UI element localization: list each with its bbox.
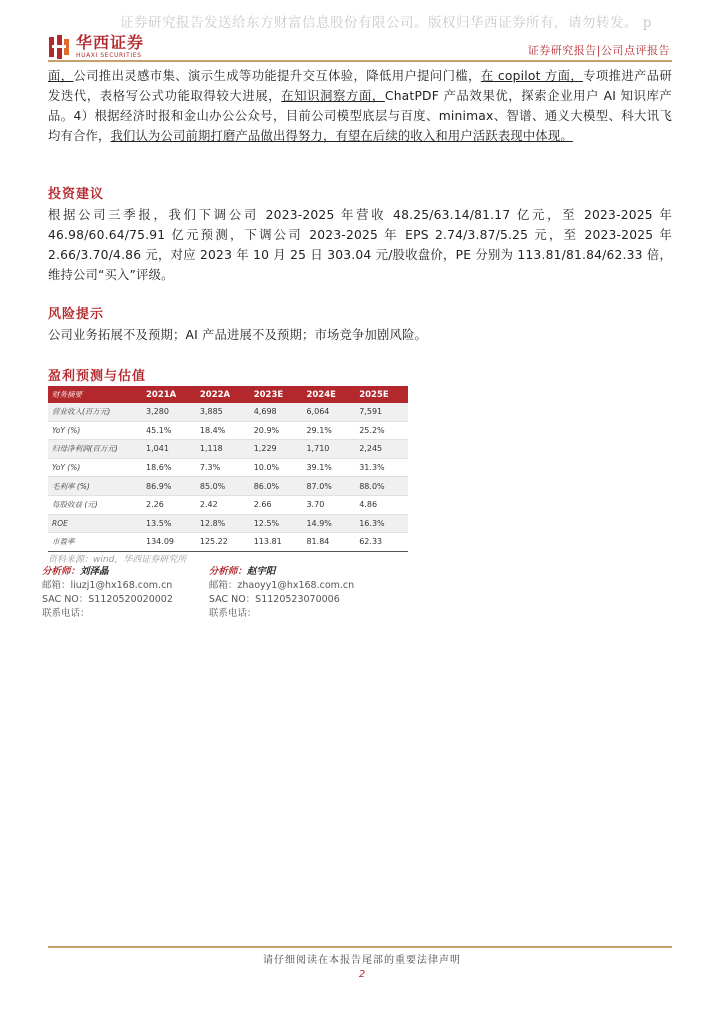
- table-cell: 1,118: [196, 440, 250, 459]
- table-cell: 134.09: [142, 533, 196, 552]
- page-number: 2: [358, 969, 366, 980]
- row-label: YoY (%): [48, 458, 142, 477]
- intro-paragraph: [48, 66, 672, 146]
- intro-underline-2: 在 copilot 方面，: [480, 69, 584, 83]
- risk-section: [48, 303, 672, 345]
- table-cell: 86.0%: [250, 477, 303, 496]
- analyst-title: 分析师：: [208, 566, 247, 577]
- analyst-email[interactable]: 邮箱：zhaoyy1@hx168.com.cn: [208, 580, 355, 591]
- table-row: [48, 458, 408, 477]
- table-header-cell: 2022A: [196, 386, 250, 403]
- row-label: YoY (%): [48, 421, 142, 440]
- invest-title: 投资建议: [48, 187, 105, 202]
- table-cell: 7.3%: [196, 458, 250, 477]
- table-row: [48, 495, 408, 514]
- table-cell: 3,280: [142, 403, 196, 421]
- analyst-name: 刘泽晶: [80, 566, 109, 577]
- table-cell: 62.33: [355, 533, 408, 552]
- table-cell: 25.2%: [355, 421, 408, 440]
- risk-title: 风险提示: [48, 307, 105, 322]
- invest-text: 根据公司三季报，我们下调公司 2023-2025 年营收 48.25/63.14/81.17 亿元，至 2023-2025 年 46.98/60.64/75.91 亿元预测，下调公司 2023-2025 年 EPS 2.74/3.87/5.25 元，至 2023-2025 年 2.66/3.70/4.86 元，对应 2023 年 10 月 25 日 303.04 元/股收盘价，PE 分别为 113.81/81.84/62.33 倍，维持公司“买入”评级。: [48, 208, 672, 282]
- analyst-phone: 联系电话：: [42, 608, 90, 619]
- table-cell: 16.3%: [355, 514, 408, 533]
- table-cell: 6,064: [302, 403, 355, 421]
- table-cell: 1,041: [142, 440, 196, 459]
- table-row: [48, 514, 408, 533]
- table-cell: 2.42: [196, 495, 250, 514]
- forecast-table: [48, 386, 408, 552]
- table-cell: 1,229: [250, 440, 303, 459]
- logo-cn-text: 华西证券: [76, 33, 145, 52]
- table-header-cell: 2025E: [355, 386, 408, 403]
- table-cell: 86.9%: [142, 477, 196, 496]
- row-label: 毛利率 (%): [48, 477, 142, 496]
- analyst-block: [42, 565, 354, 621]
- row-label: 营业收入(百万元): [48, 403, 142, 421]
- table-cell: 29.1%: [302, 421, 355, 440]
- table-cell: 85.0%: [196, 477, 250, 496]
- invest-section: [48, 183, 672, 285]
- analyst-phone: 联系电话：: [208, 608, 257, 619]
- table-header-cell: 2023E: [250, 386, 303, 403]
- table-cell: 45.1%: [142, 421, 196, 440]
- table-cell: 2.26: [142, 495, 196, 514]
- table-cell: 113.81: [250, 533, 303, 552]
- forecast-section: [48, 365, 672, 384]
- analyst-sac: SAC NO：S1120523070006: [208, 594, 340, 605]
- legal-disclaimer: 请仔细阅读在本报告尾部的重要法律声明: [263, 955, 461, 966]
- analyst-title: 分析师：: [42, 566, 81, 577]
- report-type-label: 证券研究报告|公司点评报告: [527, 44, 670, 57]
- table-cell: 2.66: [250, 495, 303, 514]
- table-cell: 18.6%: [142, 458, 196, 477]
- table-row: [48, 533, 408, 552]
- table-cell: 4.86: [355, 495, 408, 514]
- intro-text-2: 专项推进产品研发迭代，表格写公式功能取得较大进展，: [48, 69, 673, 103]
- table-cell: 88.0%: [355, 477, 408, 496]
- table-cell: 13.5%: [142, 514, 196, 533]
- table-header-cell: 2024E: [302, 386, 355, 403]
- company-logo: [48, 34, 144, 60]
- table-cell: 2,245: [355, 440, 408, 459]
- row-label: ROE: [48, 514, 142, 533]
- table-cell: 87.0%: [302, 477, 355, 496]
- table-row: [48, 440, 408, 459]
- table-cell: 20.9%: [250, 421, 303, 440]
- watermark: 证券研究报告发送给东方财富信息股份有限公司。版权归华西证券所有，请勿转发。 p: [120, 15, 652, 31]
- row-label: 归母净利润(百万元): [48, 440, 142, 459]
- row-label: 市盈率: [48, 533, 142, 552]
- analyst-sac: SAC NO：S1120520020002: [42, 594, 173, 605]
- intro-underline-3: 在知识洞察方面，: [281, 89, 385, 103]
- analyst-email[interactable]: 邮箱：liuzj1@hx168.com.cn: [42, 580, 173, 591]
- table-cell: 4,698: [250, 403, 303, 421]
- table-row: [48, 421, 408, 440]
- risk-text: 公司业务拓展不及预期；AI 产品进展不及预期；市场竞争加剧风险。: [48, 328, 427, 342]
- analyst-name: 赵宇阳: [246, 566, 276, 577]
- intro-text-3: ChatPDF 产品效果优，探索企业用户 AI 知识库产品。4）根据经济时报和金山办公公众号，目前公司模型底层与百度、minimax、智谱、通义大模型、科大讯飞均有合作，: [48, 89, 673, 143]
- table-row: [48, 403, 408, 421]
- intro-underline-1: 面，: [48, 69, 74, 83]
- analyst-card: [209, 565, 354, 621]
- forecast-title: 盈利预测与估值: [48, 369, 147, 384]
- table-cell: 18.4%: [196, 421, 250, 440]
- table-cell: 81.84: [302, 533, 355, 552]
- intro-text-1: 公司推出灵感市集、演示生成等功能提升交互体验，降低用户提问门槛，: [73, 69, 481, 83]
- table-row: [48, 477, 408, 496]
- table-header-row: [48, 386, 408, 403]
- table-cell: 31.3%: [355, 458, 408, 477]
- table-cell: 12.5%: [250, 514, 303, 533]
- table-cell: 10.0%: [250, 458, 303, 477]
- row-label: 每股收益 (元): [48, 495, 142, 514]
- table-header-cell: 2021A: [142, 386, 196, 403]
- table-header-cell: 财务摘要: [48, 386, 142, 403]
- analyst-card: [42, 565, 173, 621]
- table-cell: 125.22: [196, 533, 250, 552]
- intro-underline-4: 我们认为公司前期打磨产品做出得努力，有望在后续的收入和用户活跃表现中体现。: [110, 129, 573, 143]
- logo-en-text: HUAXI SECURITIES: [76, 52, 142, 59]
- table-cell: 7,591: [355, 403, 408, 421]
- table-source: 资料来源：wind，华西证券研究所: [48, 555, 187, 565]
- table-cell: 39.1%: [302, 458, 355, 477]
- table-cell: 14.9%: [302, 514, 355, 533]
- huaxi-logo-icon: [48, 34, 70, 60]
- header-divider: [48, 60, 672, 62]
- table-cell: 3.70: [302, 495, 355, 514]
- footer-divider: [48, 946, 672, 948]
- table-cell: 12.8%: [196, 514, 250, 533]
- table-cell: 1,710: [302, 440, 355, 459]
- table-cell: 3,885: [196, 403, 250, 421]
